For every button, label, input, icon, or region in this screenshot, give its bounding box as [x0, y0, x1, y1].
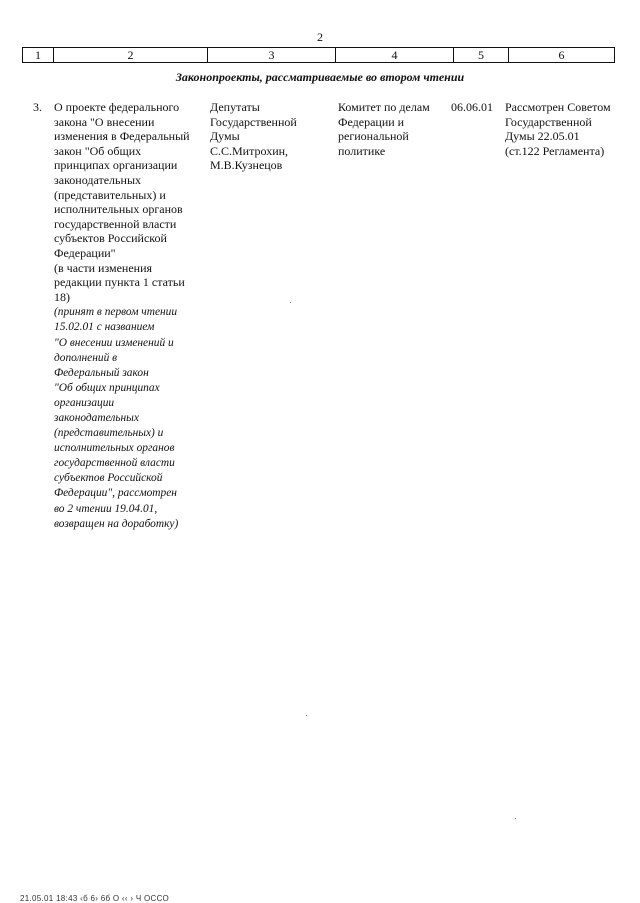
bill-scope: [54, 261, 204, 305]
bill-note-line: во 2 чтении 19.04.01,: [54, 502, 158, 515]
entry-number: 3.: [33, 100, 42, 114]
bill-title-line: (представительных) и: [54, 187, 166, 202]
status-line: Государственной: [505, 114, 592, 129]
committee-line: Федерации и: [338, 114, 405, 129]
committee-line: региональной: [338, 129, 409, 144]
bill-note-line: государственной власти: [54, 457, 175, 470]
column-header-1: 1: [23, 48, 54, 63]
committee-line: Комитет по делам: [338, 100, 430, 114]
scan-speck: [290, 302, 291, 303]
bill-title-line: закона "О внесении: [54, 114, 155, 129]
bill-scope-line: редакции пункта 1 статьи: [54, 275, 185, 290]
status-cell: [505, 100, 620, 158]
bill-title: [54, 100, 204, 261]
page-number: 2: [317, 30, 323, 44]
bill-note-line: (представительных) и: [54, 427, 164, 440]
bill-note-line: законодательных: [54, 411, 139, 424]
author-line: Думы: [210, 129, 240, 144]
date-cell: 06.06.01: [451, 100, 493, 114]
column-header-4: 4: [336, 48, 454, 63]
bill-note-line: Федеральный закон: [54, 366, 149, 379]
author-line: С.С.Митрохин,: [210, 143, 289, 158]
bill-title-line: принципах организации: [54, 158, 178, 173]
bill-title-line: изменения в Федеральный: [54, 129, 190, 144]
bill-note-line: возвращен на доработку): [54, 517, 179, 530]
bill-note-line: 15.02.01 с названием: [54, 321, 155, 334]
bill-note-line: исполнительных органов: [54, 442, 175, 455]
bill-history-note: [54, 305, 204, 531]
bill-title-line: исполнительных органов: [54, 202, 183, 217]
bill-title-line: государственной власти: [54, 216, 177, 231]
column-header-6: 6: [509, 48, 615, 63]
bill-note-line: (принят в первом чтении: [54, 306, 178, 319]
column-header-3: 3: [208, 48, 336, 63]
bill-title-line: закон "Об общих: [54, 143, 142, 158]
bill-title-line: субъектов Российской: [54, 231, 167, 246]
bill-title-cell: [54, 100, 204, 532]
scan-speck: [515, 818, 516, 819]
bill-note-line: организации: [54, 396, 115, 409]
fax-footer: 21.05.01 18:43 ‹б 6› 6б О ‹‹ › Ч ОССО: [20, 894, 170, 903]
status-line: Думы 22.05.01: [505, 129, 580, 144]
column-header-2: 2: [54, 48, 208, 63]
author-line: Государственной: [210, 114, 297, 129]
bill-title-line: Федерации": [54, 245, 116, 260]
bill-note-line: "Об общих принципах: [54, 381, 160, 394]
column-header-table: [22, 47, 615, 63]
author-line: М.В.Кузнецов: [210, 158, 283, 173]
section-title: Законопроекты, рассматриваемые во втором чтении: [175, 70, 465, 84]
author-line: Депутаты: [210, 100, 260, 114]
bill-title-line: О проекте федерального: [54, 100, 180, 114]
bill-scope-line: 18): [54, 289, 70, 304]
bill-note-line: "О внесении изменений и: [54, 336, 174, 349]
column-header-5: 5: [454, 48, 509, 63]
status-line: (ст.122 Регламента): [505, 143, 605, 158]
bill-note-line: Федерации", рассмотрен: [54, 487, 177, 500]
committee-line: политике: [338, 143, 386, 158]
authors-cell: [210, 100, 330, 173]
column-header-row: [23, 48, 615, 63]
status-line: Рассмотрен Советом: [505, 100, 611, 114]
bill-note-line: дополнений в: [54, 351, 118, 364]
bill-scope-line: (в части изменения: [54, 260, 153, 275]
bill-title-line: законодательных: [54, 172, 141, 187]
scan-speck: [306, 715, 307, 716]
bill-note-line: субъектов Российской: [54, 472, 163, 485]
committee-cell: [338, 100, 446, 158]
